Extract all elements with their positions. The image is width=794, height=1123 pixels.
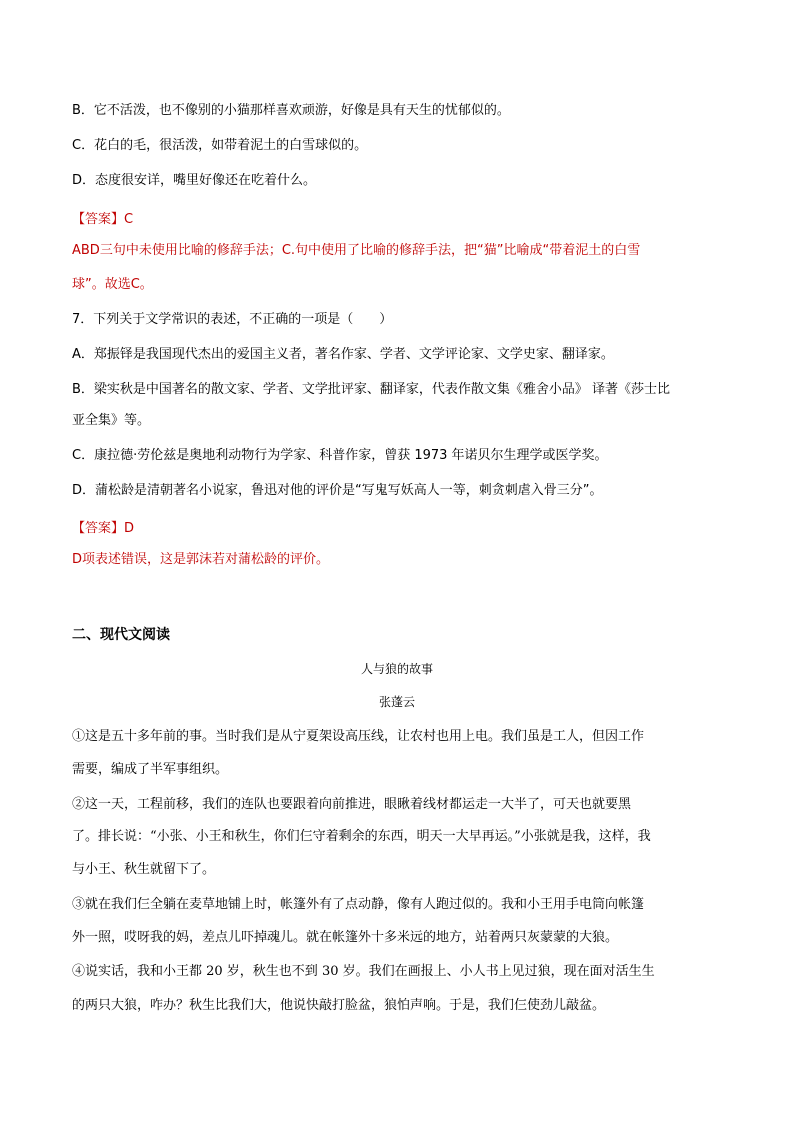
article-author: 张蓬云 xyxy=(378,695,415,709)
paragraph-2-line3: 与小王、秋生就留下了。 xyxy=(72,862,216,877)
paragraph-1-line1: ①这是五十多年前的事。当时我们是从宁夏架设高压线，让农村也用上电。我们虽是工人，但因工作 xyxy=(72,729,645,744)
q6-explanation-line2: 球”。故选C。 xyxy=(72,277,153,292)
q7-stem: 7．下列关于文学常识的表述，不正确的一项是（ ） xyxy=(72,312,393,327)
q7-option-c: C．康拉德·劳伦兹是奥地利动物行为学家、科普作家，曾获 1973 年诺贝尔生理学或医学奖。 xyxy=(72,448,608,463)
q6-option-c: C．花白的毛，很活泼，如带着泥土的白雪球似的。 xyxy=(72,138,368,153)
q6-answer-label: 【答案】C xyxy=(72,212,134,227)
paragraph-3-line1: ③就在我们仨全躺在麦草地铺上时，帐篷外有了点动静，像有人跑过似的。我和小王用手电筒向帐篷 xyxy=(72,897,645,912)
article-title: 人与狼的故事 xyxy=(360,662,433,676)
paragraph-1-line2: 需要，编成了半军事组织。 xyxy=(72,762,229,777)
section-heading: 二、现代文阅读 xyxy=(72,627,170,643)
q7-option-a: A．郑振铎是我国现代杰出的爱国主义者，著名作家、学者、文学评论家、文学史家、翻译家。 xyxy=(72,347,614,362)
q7-option-b-line1: B．梁实秋是中国著名的散文家、学者、文学批评家、翻译家，代表作散文集《雅舍小品》 译著《莎士比 xyxy=(72,382,671,397)
q6-option-b: B．它不活泼，也不像别的小猫那样喜欢顽游，好像是具有天生的忧郁似的。 xyxy=(72,103,510,118)
paragraph-3-line2: 外一照，哎呀我的妈，差点儿吓掉魂儿。就在帐篷外十多米远的地方，站着两只灰蒙蒙的大狼。 xyxy=(72,930,619,945)
q7-answer-label: 【答案】D xyxy=(72,521,135,536)
paragraph-2-line1: ②这一天，工程前移，我们的连队也要跟着向前推进，眼瞅着线材都运走一大半了，可天也就要黑 xyxy=(72,797,632,812)
paragraph-2-line2: 了。排长说：“小张、小王和秋生，你们仨守着剩余的东西，明天一大早再运。”小张就是我，这样，我 xyxy=(72,829,651,844)
q7-option-b-line2: 亚全集》等。 xyxy=(72,413,151,428)
q6-option-d: D．态度很安详，嘴里好像还在吃着什么。 xyxy=(72,173,317,188)
q7-explanation: D项表述错误，这是郭沫若对蒲松龄的评价。 xyxy=(72,552,330,567)
q7-option-d: D．蒲松龄是清朝著名小说家，鲁迅对他的评价是“写鬼写妖高人一等，刺贪刺虐入骨三分”。 xyxy=(72,483,603,498)
paragraph-4-line2: 的两只大狼，咋办？秋生比我们大，他说快敲打脸盆，狼怕声响。于是，我们仨使劲儿敲盆。 xyxy=(72,998,606,1013)
paragraph-4-line1: ④说实话，我和小王都 20 岁，秋生也不到 30 岁。我们在画报上、小人书上见过狼，现在面对活生生 xyxy=(72,964,655,979)
q6-explanation-line1: ABD三句中未使用比喻的修辞手法；C.句中使用了比喻的修辞手法，把“猫”比喻成“带着泥土的白雪 xyxy=(72,243,641,258)
